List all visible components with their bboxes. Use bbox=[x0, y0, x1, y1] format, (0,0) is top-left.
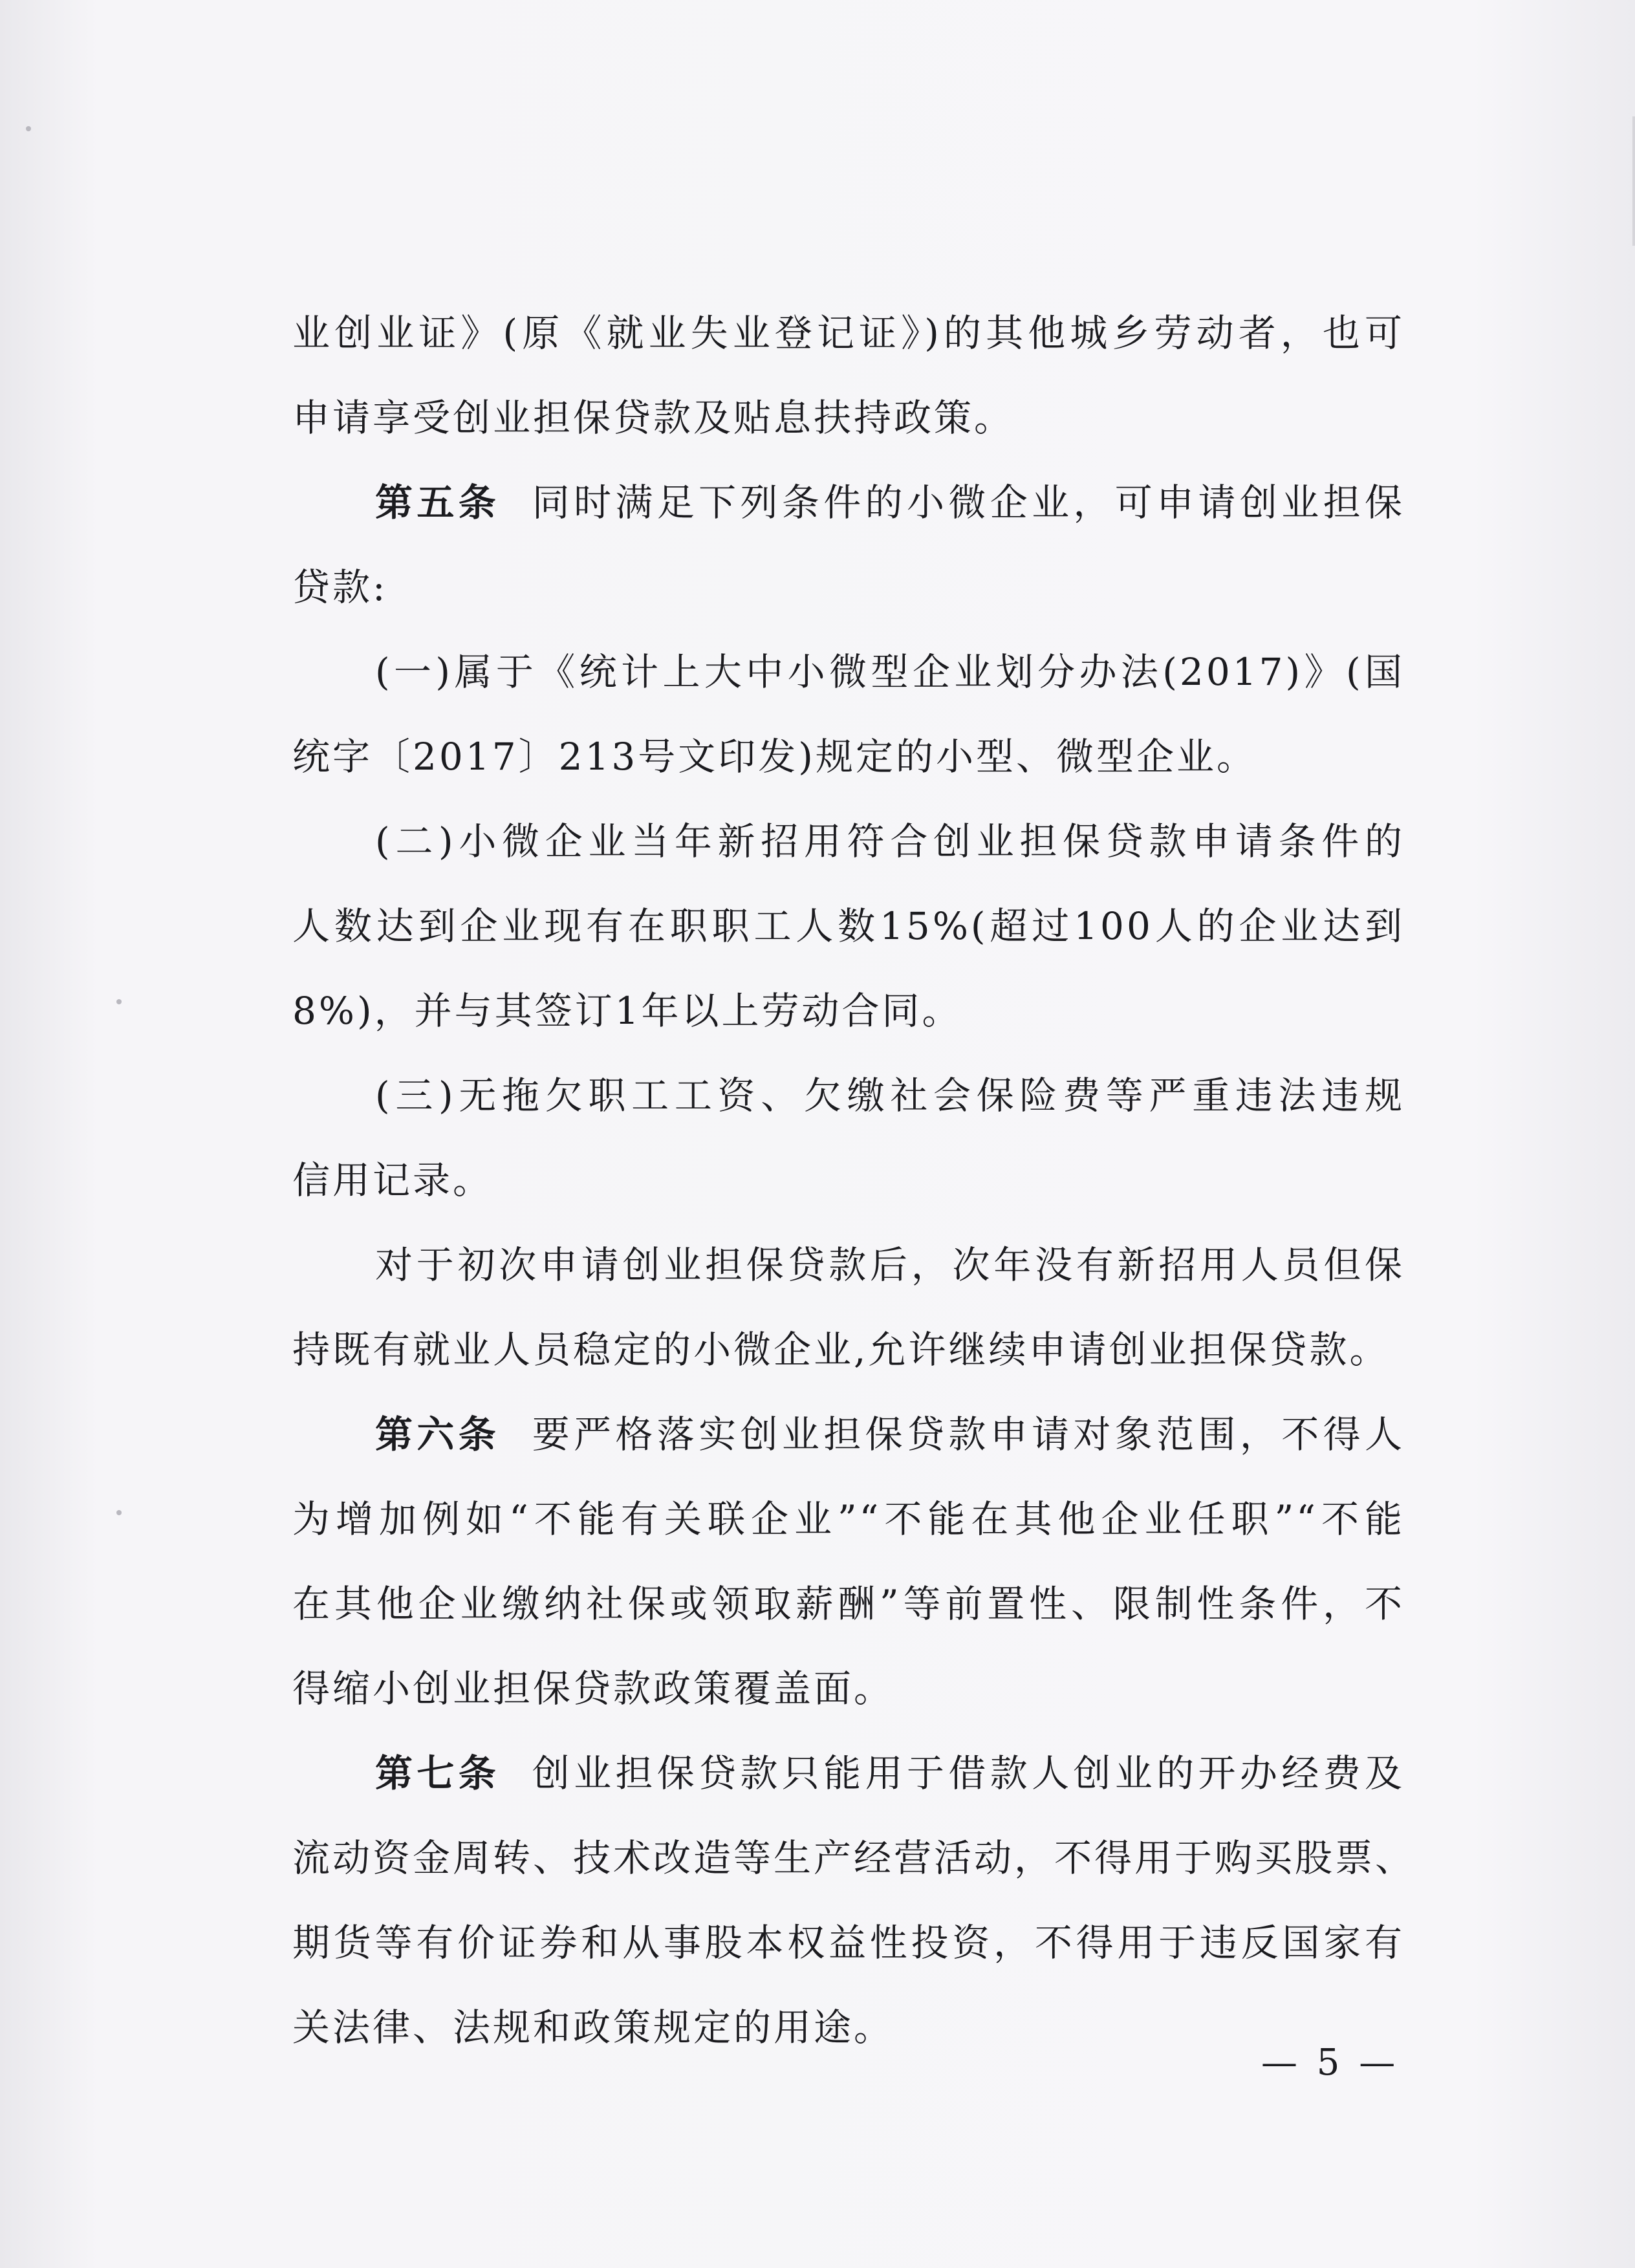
line-text: 申请享受创业担保贷款及贴息扶持政策。 bbox=[292, 396, 1015, 440]
text-line bbox=[292, 1647, 1405, 1731]
text-line bbox=[292, 1985, 1405, 2070]
line-text: 贷款: bbox=[292, 565, 388, 609]
scan-dot bbox=[116, 999, 122, 1004]
text-line bbox=[292, 1308, 1405, 1392]
text-line bbox=[292, 1138, 1405, 1223]
line-text: 期货等有价证券和从事股本权益性投资，不得用于违反国家有 bbox=[292, 1921, 1405, 1965]
article-heading: 第七条 bbox=[375, 1751, 501, 1795]
line-text: 对于初次申请创业担保贷款后，次年没有新招用人员但保 bbox=[375, 1243, 1405, 1287]
line-text: 持既有就业人员稳定的小微企业,允许继续申请创业担保贷款。 bbox=[292, 1328, 1390, 1372]
line-text: 得缩小创业担保贷款政策覆盖面。 bbox=[292, 1667, 894, 1711]
line-text: 信用记录。 bbox=[292, 1158, 493, 1202]
line-text: (一)属于《统计上大中小微型企业划分办法(2017)》(国 bbox=[375, 650, 1405, 694]
text-line bbox=[292, 1223, 1405, 1308]
text-line bbox=[292, 799, 1405, 884]
scan-dot bbox=[26, 126, 31, 131]
line-text: 8%)，并与其签订1年以上劳动合同。 bbox=[292, 989, 962, 1033]
text-line bbox=[292, 291, 1405, 376]
text-line bbox=[292, 969, 1405, 1053]
line-text: 统字〔2017〕213号文印发)规定的小型、微型企业。 bbox=[292, 735, 1257, 779]
line-text: 为增加例如“不能有关联企业”“不能在其他企业任职”“不能 bbox=[292, 1497, 1405, 1541]
text-line bbox=[292, 715, 1405, 799]
text-line bbox=[292, 1392, 1405, 1477]
line-text: 要严格落实创业担保贷款申请对象范围，不得人 bbox=[532, 1412, 1405, 1456]
text-line bbox=[292, 884, 1405, 969]
line-text: 创业担保贷款只能用于借款人创业的开办经费及 bbox=[532, 1751, 1405, 1795]
text-line bbox=[292, 1816, 1416, 1901]
article-heading: 第五条 bbox=[375, 481, 501, 524]
text-line bbox=[292, 1731, 1405, 1816]
text-line bbox=[292, 1477, 1405, 1562]
line-text: 关法律、法规和政策规定的用途。 bbox=[292, 2005, 894, 2049]
text-line bbox=[292, 1901, 1405, 1985]
line-text: (三)无拖欠职工工资、欠缴社会保险费等严重违法违规 bbox=[375, 1074, 1405, 1118]
line-text: 在其他企业缴纳社保或领取薪酬”等前置性、限制性条件，不 bbox=[292, 1582, 1405, 1626]
line-text: 流动资金周转、技术改造等生产经营活动，不得用于购买股票、 bbox=[292, 1836, 1416, 1880]
scan-dot bbox=[116, 1510, 122, 1515]
text-line bbox=[292, 545, 1405, 630]
text-line bbox=[292, 1053, 1405, 1138]
line-text: 业创业证》(原《就业失业登记证》)的其他城乡劳动者，也可 bbox=[292, 311, 1405, 355]
text-line bbox=[292, 376, 1405, 460]
document-body bbox=[292, 291, 1416, 2070]
article-heading: 第六条 bbox=[375, 1412, 501, 1456]
text-line bbox=[292, 630, 1405, 715]
line-text: 人数达到企业现有在职职工人数15%(超过100人的企业达到 bbox=[292, 904, 1405, 948]
text-line bbox=[292, 1562, 1405, 1647]
line-text: (二)小微企业当年新招用符合创业担保贷款申请条件的 bbox=[375, 819, 1405, 863]
page-number: — 5 — bbox=[1261, 2042, 1400, 2084]
text-line bbox=[292, 460, 1405, 545]
scan-edge-shadow bbox=[1632, 116, 1635, 246]
line-text: 同时满足下列条件的小微企业，可申请创业担保 bbox=[532, 481, 1405, 524]
